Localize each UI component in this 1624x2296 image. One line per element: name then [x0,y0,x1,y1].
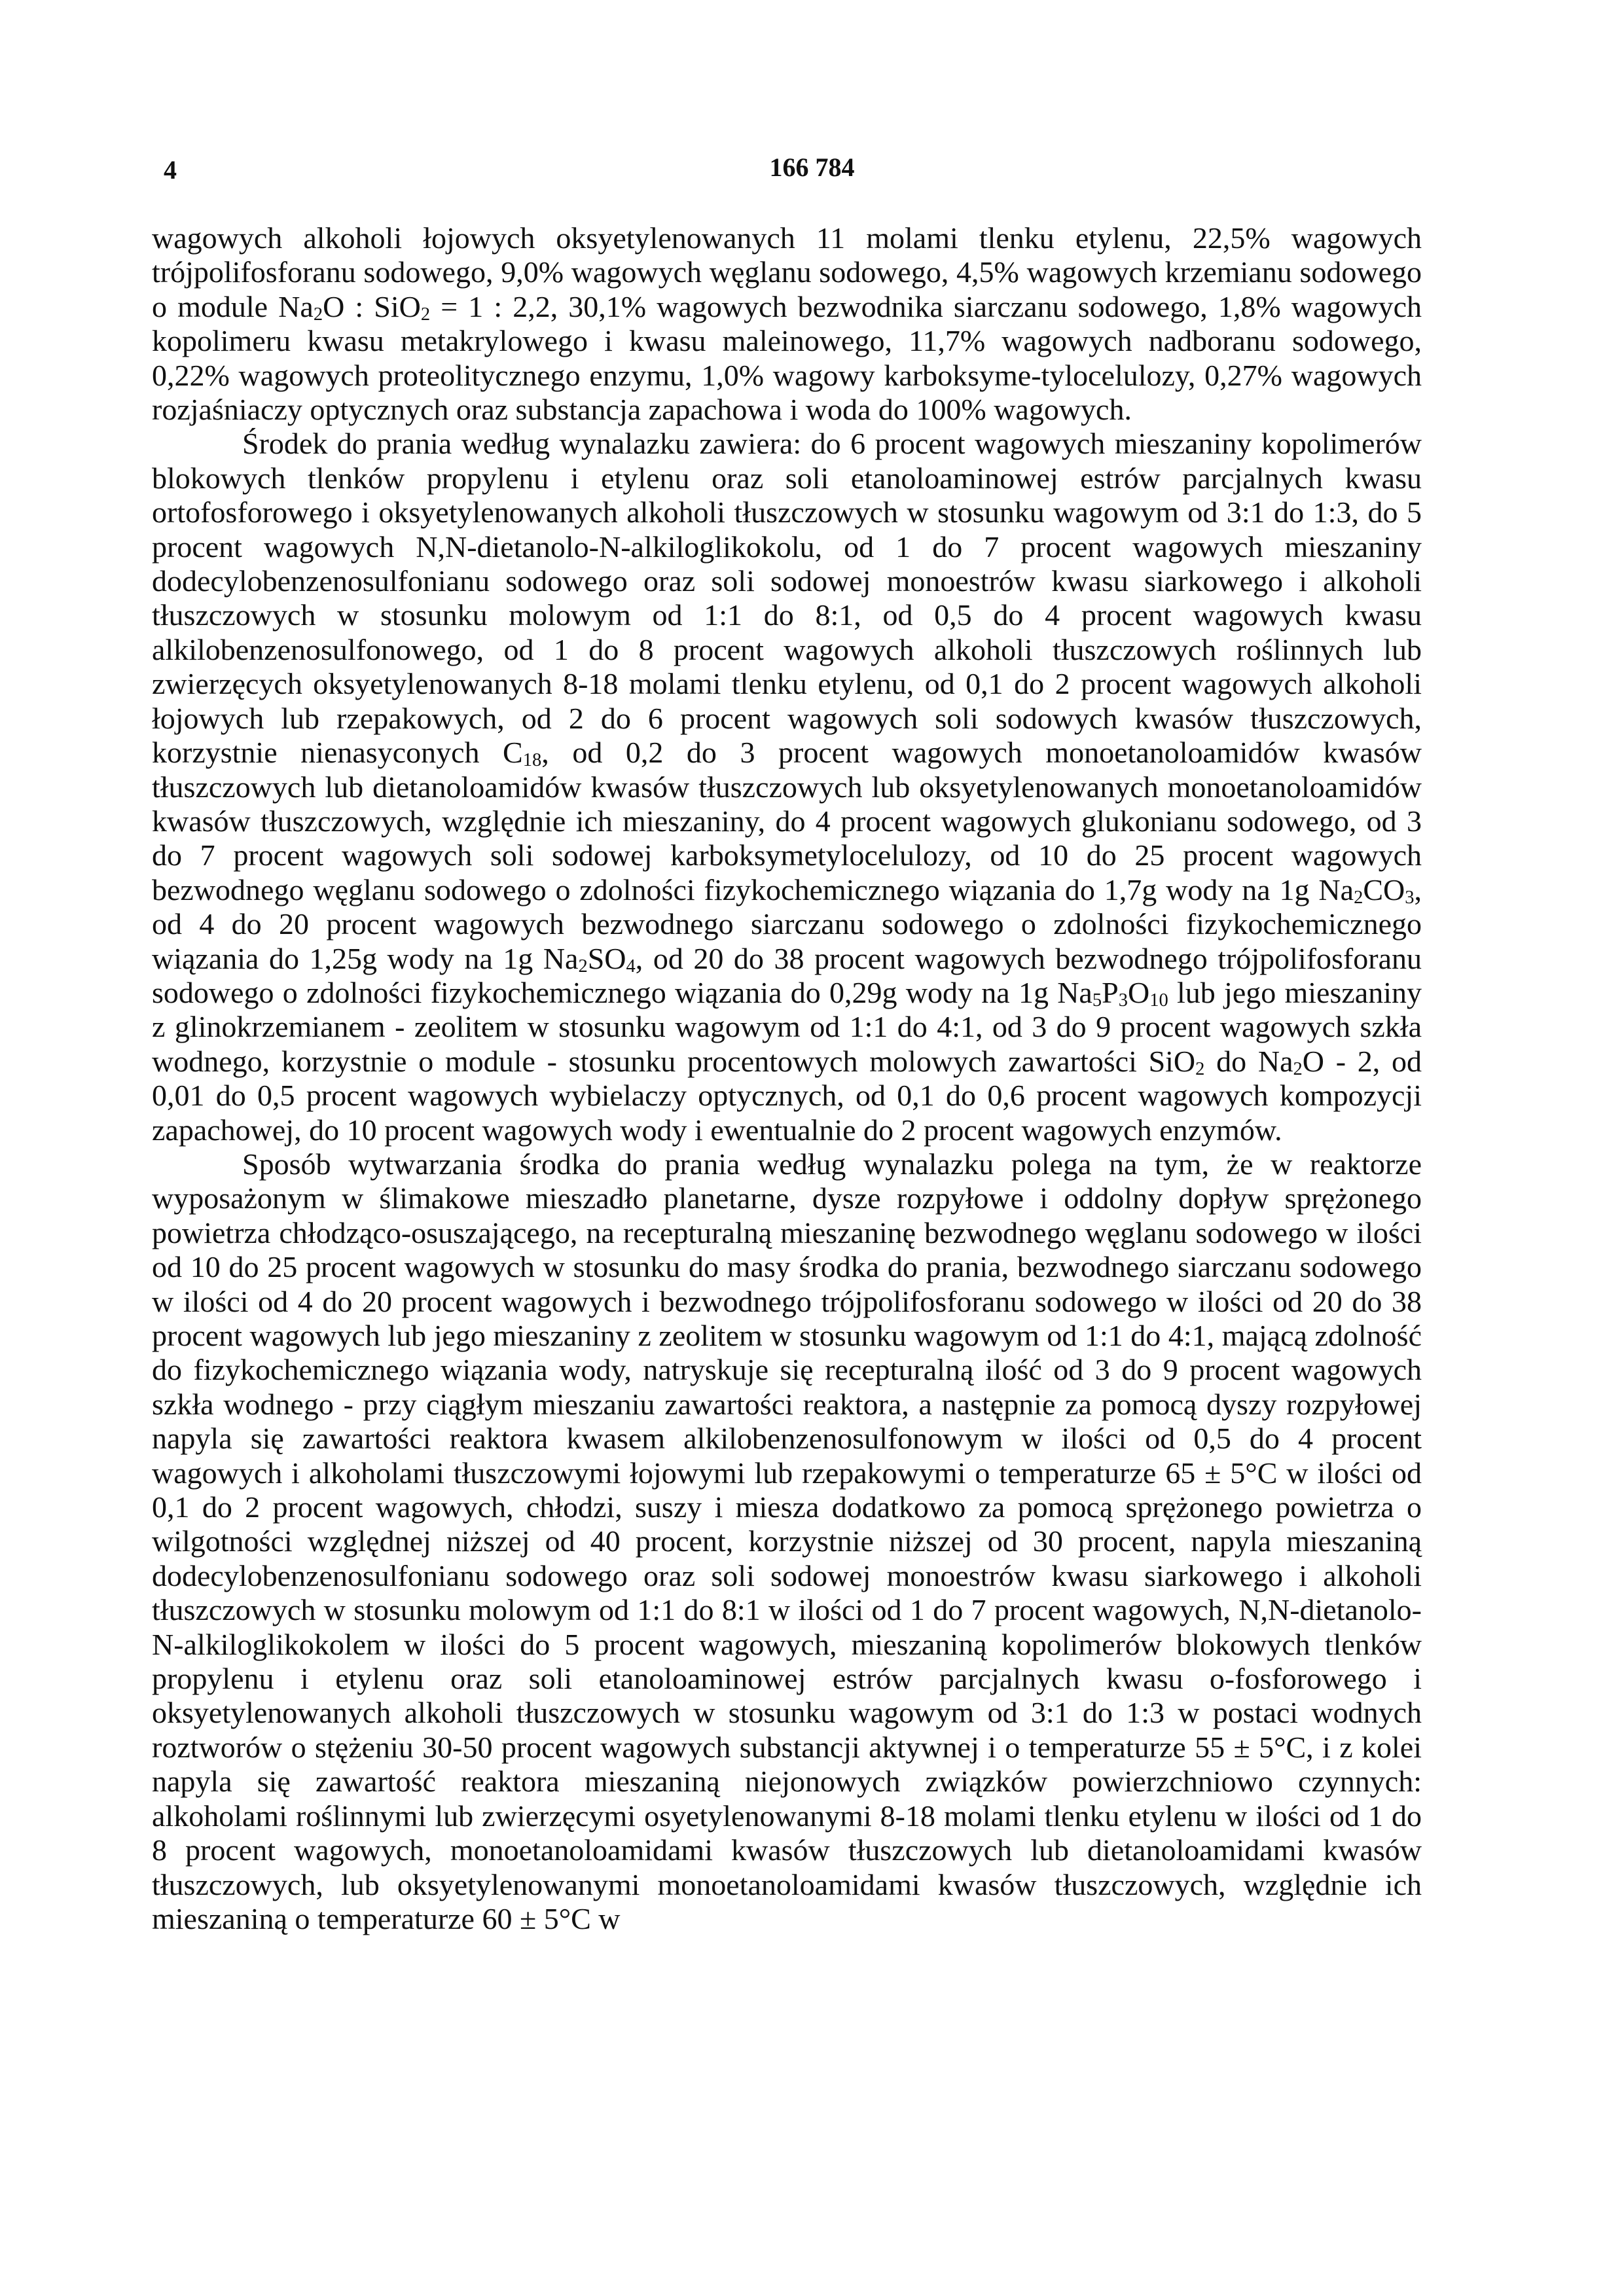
page-number: 4 [164,155,177,185]
paragraph-production-method [152,1147,1422,1936]
text-run: Środek do prania według wynalazku zawiera: do 6 procent wagowych mieszaniny kopolimerów blokowych tlenków propylenu i etylenu oraz soli etanoloaminowej estrów parcjalnych kwasu ortofosforowego i oksyetylenowanych alkoholi tłuszczowych w stosunku wagowym od 3:1 do 1:3, do 5 procent wagowych N,N-dietanolo-N-alkiloglikokolu, od 1 do 7 procent wagowych mieszaniny dodecylobenzenosulfonianu sodowego oraz soli sodowej monoestrów kwasu siarkowego i alkoholi tłuszczowych w stosunku molowym od 1:1 do 8:1, od 0,5 do 4 procent wagowych kwasu alkilobenzenosulfonowego, od 1 do 8 procent wagowych alkoholi tłuszczowych roślinnych lub zwierzęcych oksyetylenowanych 8-18 molami tlenku etylenu, od 0,1 do 2 procent wagowych alkoholi łojowych lub rzepakowych, od 2 do 6 procent wagowych soli sodowych kwasów tłuszczowych, korzystnie nienasyconych C [152,427,1422,770]
text-run: lub jego mieszaniny z glinokrzemianem - zeolitem w stosunku wagowym od 1:1 do 4:1, od 3 do 9 procent wagowych szkła wodnego, korzystnie o module - stosunku procentowych molowych zawartości SiO [152,975,1422,1078]
text-run: O - 2, od 0,01 do 0,5 procent wagowych wybielaczy optycznych, od 0,1 do 0,6 procent wagowych kompozycji zapachowej, do 10 procent wagowych wody i ewentualnie do 2 procent wagowych enzymów. [152,1044,1422,1147]
paragraph-detergent-composition [152,427,1422,1147]
document-body [152,221,1422,1936]
text-run: CO [1363,872,1405,906]
text-run: P [1102,975,1119,1009]
text-run: O [1127,975,1150,1009]
patent-number: 166 784 [769,152,855,182]
text-run: = 1 : 2,2, 30,1% wagowych bezwodnika siarczanu sodowego, 1,8% wagowych kopolimeru kwasu metakrylowego i kwasu maleinowego, 11,7% wagowych nadboranu sodowego, 0,22% wagowych proteolitycznego enzymu, 1,0% wagowy karboksyme-tylocelulozy, 0,27% wagowych rozjaśniaczy optycznych oraz substancja zapachowa i woda do 100% wagowych. [152,289,1422,427]
subscript: 4 [626,956,636,977]
text-run: wagowych alkoholi łojowych oksyetylenowanych 11 molami tlenku etylenu, 22,5% wagowych trójpolifosforanu sodowego, 9,0% wagowych węglanu sodowego, 4,5% wagowych krzemianu sodowego o module Na [152,221,1422,323]
text-run: do Na [1204,1044,1293,1078]
subscript: 2 [578,956,588,977]
subscript: 3 [1405,887,1415,908]
paragraph-composition-continued [152,221,1422,427]
subscript: 5 [1092,990,1102,1011]
subscript: 2 [420,304,431,325]
text-run: O : SiO [323,289,421,323]
subscript: 18 [522,750,542,771]
text-run: , od 4 do 20 procent wagowych bezwodnego siarczanu sodowego o zdolności fizykochemicznego wiązania do 1,25g wody na 1g Na [152,872,1422,975]
text-run: , od 20 do 38 procent wagowych bezwodnego trójpolifosforanu sodowego o zdolności fizykochemicznego wiązania do 0,29g wody na 1g Na [152,941,1422,1009]
subscript: 2 [1354,887,1363,908]
subscript: 10 [1149,990,1168,1011]
subscript: 2 [1195,1058,1205,1079]
text-run: Sposób wytwarzania środka do prania według wynalazku polega na tym, że w reaktorze wyposażonym w ślimakowe mieszadło planetarne, dysze rozpyłowe i oddolny dopływ sprężonego powietrza chłodząco-osuszającego, na recepturalną mieszaninę bezwodnego węglanu sodowego w ilości od 10 do 25 procent wagowych w stosunku do masy środka do prania, bezwodnego siarczanu sodowego w ilości od 4 do 20 procent wagowych i bezwodnego trójpolifosforanu sodowego w ilości od 20 do 38 procent wagowych lub jego mieszaniny z zeolitem w stosunku wagowym od 1:1 do 4:1, mającą zdolność do fizykochemicznego wiązania wody, natryskuje się recepturalną ilość od 3 do 9 procent wagowych szkła wodnego - przy ciągłym mieszaniu zawartości reaktora, a następnie za pomocą dyszy rozpyłowej napyla się zawartości reaktora kwasem alkilobenzenosulfonowym w ilości od 0,5 do 4 procent wagowych i alkoholami tłuszczowymi łojowymi lub rzepakowymi o temperaturze 65 ± 5°C w ilości od 0,1 do 2 procent wagowych, chłodzi, suszy i miesza dodatkowo za pomocą sprężonego powietrza o wilgotności względnej niższej od 40 procent, korzystnie niższej od 30 procent, napyla mieszaniną dodecylobenzenosulfonianu sodowego oraz soli sodowej monoestrów kwasu siarkowego i alkoholi tłuszczowych w stosunku molowym od 1:1 do 8:1 w ilości od 1 do 7 procent wagowych, N,N-dietanolo-N-alkiloglikokolem w ilości do 5 procent wagowych, mieszaniną kopolimerów blokowych tlenków propylenu i etylenu oraz soli etanoloaminowej estrów parcjalnych kwasu o-fosforowego i oksyetylenowanych alkoholi tłuszczowych w stosunku wagowym od 3:1 do 1:3 w postaci wodnych roztworów o stężeniu 30-50 procent wagowych substancji aktywnej i o temperaturze 55 ± 5°C, i z kolei napyla się zawartość reaktora mieszaniną niejonowych związków powierzchniowo czynnych: alkoholami roślinnymi lub zwierzęcymi osyetylenowanymi 8-18 molami tlenku etylenu w ilości od 1 do 8 procent wagowych, monoetanoloamidami kwasów tłuszczowych lub dietanoloamidami kwasów tłuszczowych, lub oksyetylenowanymi monoetanoloamidami kwasów tłuszczowych, względnie ich mieszaniną o temperaturze 60 ± 5°C w [152,1147,1422,1935]
subscript: 2 [313,304,323,325]
subscript: 2 [1293,1058,1303,1079]
text-run: SO [587,941,626,975]
text-run: , od 0,2 do 3 procent wagowych monoetanoloamidów kwasów tłuszczowych lub dietanoloamidów kwasów tłuszczowych lub oksyetylenowanych monoetanoloamidów kwasów tłuszczowych, względnie ich mieszaniny, do 4 procent wagowych glukonianu sodowego, od 3 do 7 procent wagowych soli sodowej karboksymetylocelulozy, od 10 do 25 procent wagowych bezwodnego węglanu sodowego o zdolności fizykochemicznego wiązania do 1,7g wody na 1g Na [152,736,1422,906]
subscript: 3 [1118,990,1128,1011]
